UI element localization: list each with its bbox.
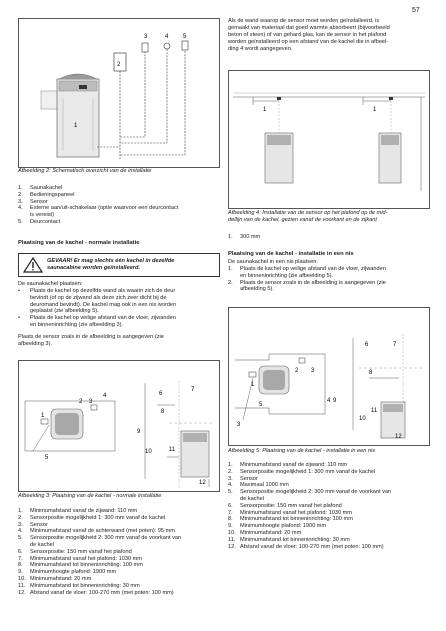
svg-text:3: 3: [89, 399, 93, 405]
svg-text:11: 11: [371, 408, 378, 414]
list-item: 10. Minimumafstand: 20 mm: [228, 529, 302, 536]
list-item: 4. Minimumafstand vanaf de achterwand (met poten): 95 mm: [18, 528, 175, 535]
svg-text:3: 3: [311, 368, 315, 374]
sensor-wall-paragraph: [228, 18, 438, 53]
list-item: de kachel: [30, 541, 54, 548]
list-item: 9. Minimumhoogte plafond: 1900 mm: [18, 569, 117, 576]
svg-text:4: 4: [103, 393, 107, 399]
list-item: 1. Plaats de kachel op veilige afstand van de vloer, zijwanden en binneninrichting (zie afbeelding 5).: [228, 266, 386, 279]
list-item: 4. Maximaal 1000 mm: [228, 482, 289, 489]
niche-installation-diagram: [229, 308, 429, 445]
svg-text:1: 1: [251, 382, 255, 388]
page-number: 57: [412, 7, 420, 14]
figure-5: [228, 307, 430, 446]
niche-instructions: [228, 259, 438, 293]
figure-2-legend: [18, 185, 218, 226]
svg-text:1: 1: [41, 413, 45, 419]
list-item: 5. Sensorpositie mogelijkheid 2: 300 mm vanaf de voorkant van: [18, 535, 182, 542]
svg-text:12: 12: [395, 434, 402, 440]
list-item: 1. Saunakachel: [18, 185, 63, 191]
svg-text:12: 12: [199, 480, 206, 486]
svg-text:8: 8: [161, 409, 165, 415]
list-item: 9. Minimumhoogte plafond: 1900 mm: [228, 523, 327, 530]
list-item: 11. Minimumafstand tot binneninrichting: 30 mm: [228, 536, 350, 543]
list-item: 1. Minimumafstand vanaf de zijwand: 110 mm: [228, 462, 348, 468]
list-item: 12. Afstand vanaf de vloer: 100-270 mm (met poten: 100 mm): [228, 543, 384, 550]
paragraph-line: ding 4 wordt aangegeven.: [228, 46, 293, 52]
svg-text:1: 1: [263, 107, 267, 113]
list-item: 7. Minimumafstand vanaf het plafond: 1030 mm: [228, 509, 352, 516]
list-item: 5. Sensorpositie mogelijkheid 2: 300 mm vanaf de voorkant van: [228, 489, 392, 496]
placement-instructions: [18, 281, 223, 348]
section-heading-normal: Plaatsing van de kachel - normale installatie: [18, 240, 140, 246]
figure-3-legend: [18, 508, 228, 596]
list-item: 11. Minimumafstand tot binneninrichting: 30 mm: [18, 582, 140, 589]
warning-line-2: saunacabine worden geïnstalleerd.: [47, 265, 140, 271]
list-item: 3. Sensor: [18, 521, 48, 528]
figure-5-legend: [228, 462, 438, 550]
svg-text:7: 7: [393, 342, 397, 348]
figure-4: [228, 70, 430, 209]
list-item: 3. Sensor: [18, 198, 48, 205]
figure-4-legend: [228, 234, 428, 241]
niche-intro: De saunakachel in een nis plaatsen:: [228, 259, 318, 265]
list-item: 2. Sensorpositie mogelijkheid 1: 300 mm vanaf de kachel: [18, 514, 166, 521]
paragraph-line: Als de wand waarop de sensor moet worden geïnstalleerd, is: [228, 18, 380, 24]
paragraph-line: gemaakt van materiaal dat goed warmte absorbeert (bijvoorbeeld: [228, 25, 390, 31]
svg-text:11: 11: [169, 447, 176, 453]
svg-text:7: 7: [191, 387, 195, 393]
section-heading-niche: Plaatsing van de kachel - installatie in een nis: [228, 251, 354, 257]
list-item: 10. Minimumafstand: 20 mm: [18, 575, 92, 582]
sensor-instruction-line-2: afbeelding 3).: [18, 340, 52, 347]
figure-3: [18, 360, 220, 492]
svg-text:3: 3: [144, 34, 148, 40]
list-item: 6. Sensorpositie: 150 mm vanaf het plafond: [228, 502, 342, 509]
list-item: 8. Minimumafstand tot binneninrichting: 100 mm: [18, 562, 143, 569]
bullet-item: • Plaats de kachel op dezelfde wand als waarin zich de deur bevindt (of op de zijwand als deze zich zeer dicht bij de deuromand bevindt). De kachel mag ook in een nis worden geplaatst (zie afbeelding 5).: [18, 288, 177, 315]
svg-text:5: 5: [183, 34, 187, 40]
svg-text:9: 9: [137, 429, 141, 435]
ceiling-sensor-diagram: [229, 71, 429, 208]
list-item: 8. Minimumafstand tot binneninrichting: 100 mm: [228, 516, 353, 523]
svg-text:2: 2: [295, 368, 299, 374]
warning-line-1: GEVAAR! Er mag slechts één kachel in dezelfde: [47, 258, 175, 264]
svg-text:5: 5: [45, 455, 49, 461]
list-item: 1. Minimumafstand vanaf de zijwand: 110 mm: [18, 508, 138, 514]
list-item: 7. Minimumafstand vanaf het plafond: 1030 mm: [18, 555, 142, 562]
svg-text:5: 5: [259, 402, 263, 408]
list-item: 2. Plaats de sensor zoals in de afbeelding is aangegeven (zie afbeelding 5).: [228, 279, 386, 293]
list-item: de kachel: [240, 495, 264, 502]
svg-text:1: 1: [373, 107, 377, 113]
figure-4-caption-line-1: Afbeelding 4: Installatie van de sensor op het plafond op de mid-: [228, 210, 388, 216]
list-item: 2. Bedieningspaneel: [18, 191, 75, 198]
list-item: is vereist): [30, 212, 54, 219]
svg-text:8: 8: [369, 370, 373, 376]
installation-schematic: [19, 19, 219, 167]
figure-4-caption-line-2: dellijn van de kachel, gezien vanaf de voorkant en de zijkant: [228, 217, 377, 223]
figure-5-caption: Afbeelding 5: Plaatsing van de kachel - installatie in een nis: [228, 448, 376, 454]
list-item: 4. Externe aan/uit-schakelaar (optie waarvoor een deurcontact: [18, 205, 179, 212]
svg-text:10: 10: [359, 416, 366, 422]
list-item: 1. 300 mm: [228, 234, 261, 240]
svg-text:6: 6: [365, 342, 369, 348]
figure-3-caption: Afbeelding 3: Plaatsing van de kachel - normale installatie: [18, 493, 162, 499]
normal-installation-diagram: [19, 361, 219, 491]
svg-text:6: 6: [159, 391, 163, 397]
svg-text:1: 1: [74, 123, 78, 129]
list-item: 6. Sensorpositie: 150 mm vanaf het plafond: [18, 548, 132, 555]
svg-text:4: 4: [327, 398, 331, 404]
figure-2: [18, 18, 220, 168]
bullet-item: • Plaats de kachel op veilige afstand van de vloer, zijwanden en binneninrichting (zie afbeelding 3).: [18, 315, 176, 328]
sensor-instruction-line-1: Plaats de sensor zoals in de afbeelding is aangegeven (zie: [18, 333, 164, 340]
figure-2-caption: Afbeelding 2: Schematisch overzicht van de installatie: [18, 168, 152, 174]
warning-triangle-icon: [23, 257, 43, 273]
svg-text:2: 2: [117, 62, 121, 68]
svg-text:4: 4: [165, 34, 169, 40]
list-item: 3. Sensor: [228, 475, 258, 482]
paragraph-line: beton of steen) of van gehard glas, kan de sensor in het plafond: [228, 32, 387, 38]
svg-text:2: 2: [79, 399, 83, 405]
placement-intro: De saunakachel plaatsen:: [18, 281, 83, 287]
paragraph-line: worden geïnstalleerd op een afstand van de kachel die in afbeel-: [228, 39, 389, 45]
list-item: 12. Afstand vanaf de vloer: 100-270 mm (met poten: 100 mm): [18, 589, 174, 596]
list-item: 2. Sensorpositie mogelijkheid 1: 300 mm vanaf de kachel: [228, 468, 376, 475]
svg-text:3: 3: [237, 422, 241, 428]
svg-text:10: 10: [145, 449, 152, 455]
list-item: 5. Deurcontact: [18, 218, 61, 225]
svg-text:9: 9: [333, 398, 337, 404]
danger-warning-box: [18, 253, 220, 277]
